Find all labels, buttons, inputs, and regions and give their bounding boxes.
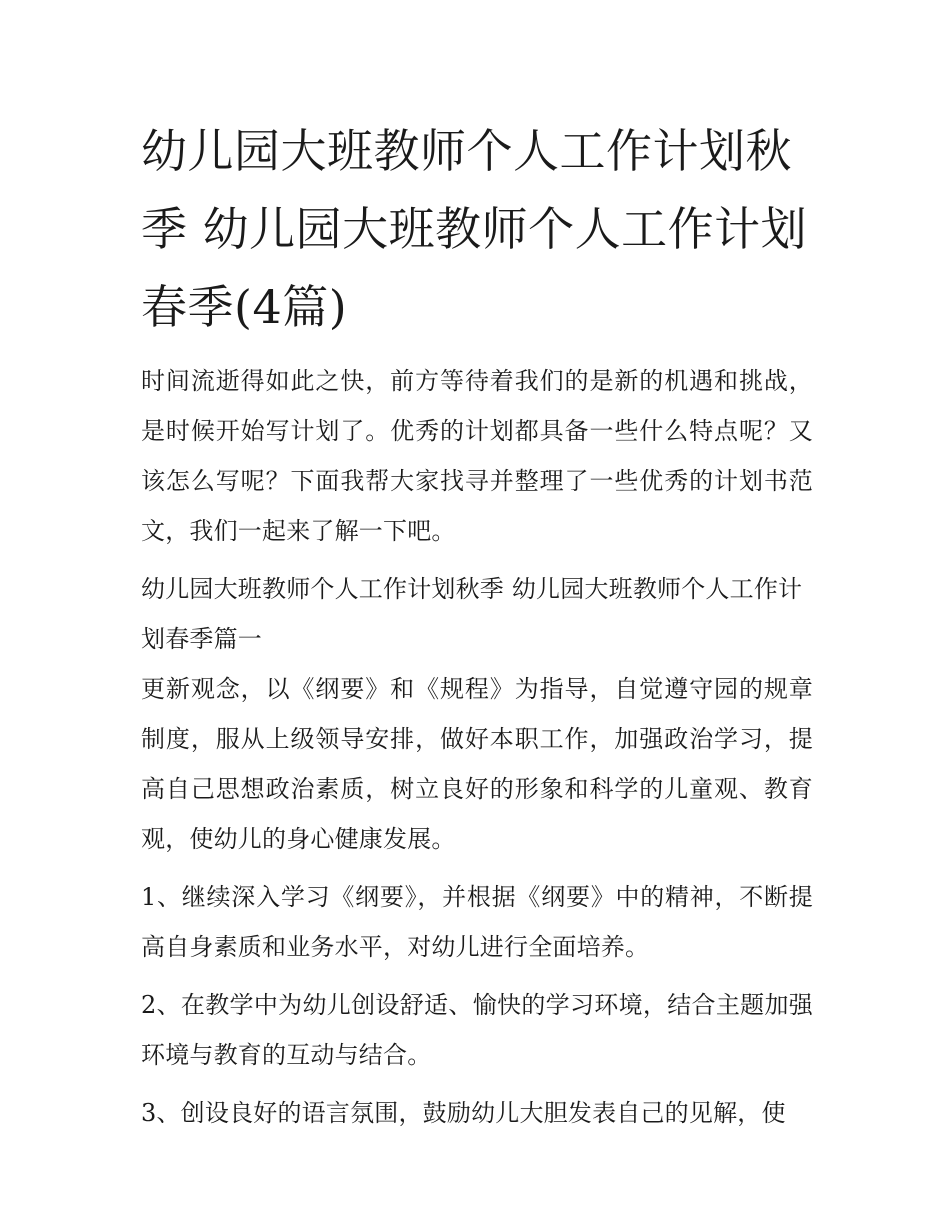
section-heading: 幼儿园大班教师个人工作计划秋季 幼儿园大班教师个人工作计划春季篇一 xyxy=(141,575,803,653)
intro-paragraph: 时间流逝得如此之快，前方等待着我们的是新的机遇和挑战，是时候开始写计划了。优秀的计划都具备一些什么特点呢？又该怎么写呢？下面我帮大家找寻并整理了一些优秀的计划书范文，我们一起来了解一下吧。 xyxy=(141,367,813,545)
document-content xyxy=(141,112,813,1138)
document-title: 幼儿园大班教师个人工作计划秋季 幼儿园大班教师个人工作计划春季(4篇) xyxy=(141,124,808,334)
list-item-3: 3、创设良好的语言氛围，鼓励幼儿大胆发表自己的见解，使 xyxy=(141,1099,786,1127)
list-item-2: 2、在教学中为幼儿创设舒适、愉快的学习环境，结合主题加强环境与教育的互动与结合。 xyxy=(141,991,813,1069)
list-item-1: 1、继续深入学习《纲要》，并根据《纲要》中的精神，不断提高自身素质和业务水平，对幼儿进行全面培养。 xyxy=(141,883,813,961)
body-paragraph-1: 更新观念，以《纲要》和《规程》为指导，自觉遵守园的规章制度，服从上级领导安排，做好本职工作，加强政治学习，提高自己思想政治素质，树立良好的形象和科学的儿童观、教育观，使幼儿的身心健康发展。 xyxy=(141,675,813,853)
